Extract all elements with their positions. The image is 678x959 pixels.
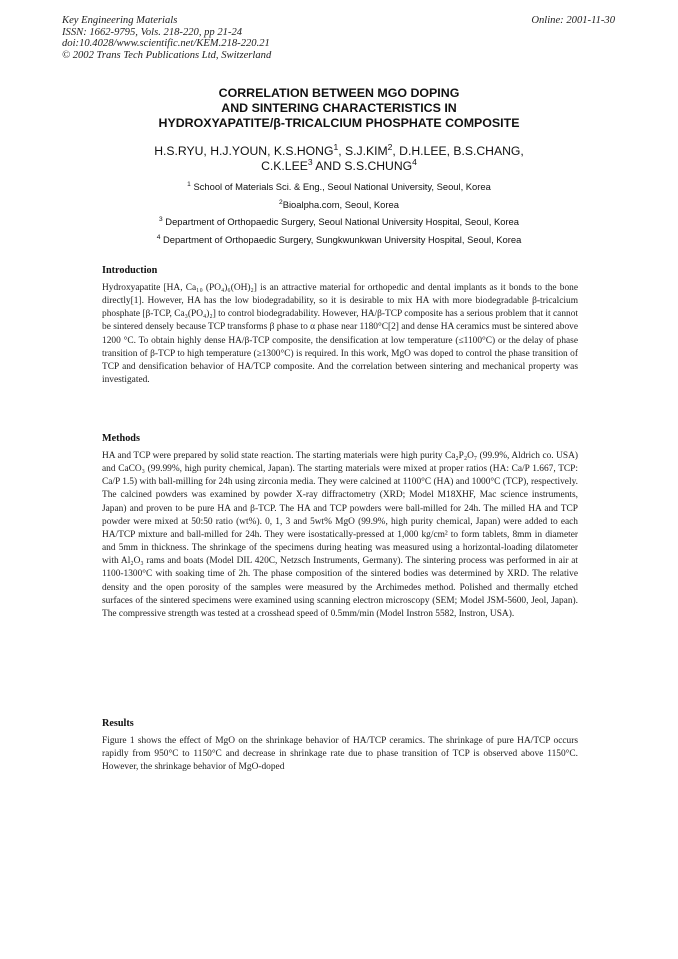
affiliation-sup: 3 bbox=[159, 215, 163, 223]
results-paragraph: Figure 1 shows the effect of MgO on the shrinkage behavior of HA/TCP ceramics. The shrinkage of pure HA/TCP occurs rapidly from 950°C to 1150°C and decrease in shrinkage rate due to phase transition of TCP is observed above 1150°C. However, the shrinkage behavior of MgO-doped bbox=[102, 736, 578, 773]
issn-line: ISSN: 1662-9795, Vols. 218-220, pp 21-24 bbox=[62, 26, 243, 38]
introduction-paragraph: Hydroxyapatite [HA, Ca₁₀ (PO₄)₆(OH)₂] is an attractive material for orthopedic and dental implants as it bonds to the bone directly[1]. However, HA has the low biodegradability, so it is desirable to mix HA with more biodegradable β-tricalcium phosphate [β-TCP, Ca₃(PO₄)₂] to control biodegradability. However, HA/β-TCP composite has a serious problem that it cannot be sintered densely because TCP transforms β phase to α phase near 1180°C[2] and dense HA ceramics must be sintered above 1200 °C. To obtain highly dense HA/β-TCP composite, the densification at low temperature (≤1100°C) or the delay of phase transition of β-TCP to high temperature (≥1300°C) is required. In this work, MgO was doped to control the phase transition of TCP and densification behavior of HA/TCP composite. And the correlation between sintering and mechanical property was investigated. bbox=[102, 283, 578, 386]
author-text: C.K.LEE bbox=[261, 158, 308, 173]
affiliation-sup: 1 bbox=[187, 180, 191, 188]
affiliation-1 bbox=[60, 178, 618, 196]
author-sup: 3 bbox=[307, 156, 313, 167]
methods-section bbox=[102, 432, 578, 621]
author-text: , S.J.KIM bbox=[338, 144, 388, 158]
introduction-section bbox=[102, 264, 578, 387]
affiliation-text: Department of Orthopaedic Surgery, Seoul National University Hospital, Seoul, Korea bbox=[162, 216, 519, 227]
methods-heading: Methods bbox=[102, 433, 140, 444]
affiliation-text: Bioalpha.com, Seoul, Korea bbox=[282, 198, 399, 210]
title-line-2: AND SINTERING CHARACTERISTICS IN bbox=[221, 101, 457, 116]
title-line-1: CORRELATION BETWEEN MGO DOPING bbox=[218, 86, 460, 100]
affiliation-list bbox=[60, 178, 618, 248]
affiliation-text: Department of Orthopaedic Surgery, Sungkwunkwan University Hospital, Seoul, Korea bbox=[160, 233, 522, 245]
introduction-heading: Introduction bbox=[102, 265, 158, 276]
author-line-1 bbox=[80, 141, 598, 159]
results-heading: Results bbox=[102, 718, 134, 729]
affiliation-3 bbox=[60, 213, 618, 231]
author-list bbox=[80, 141, 598, 173]
affiliation-text: School of Materials Sci. & Eng., Seoul National University, Seoul, Korea bbox=[190, 181, 491, 192]
affiliation-sup: 4 bbox=[156, 233, 161, 241]
methods-paragraph: HA and TCP were prepared by solid state reaction. The starting materials were high purity Ca₂P₂O₇ (99.9%, Aldrich co. USA) and CaCO₃ (99.99%, high purity chemical, Japan). The starting materials were mixed at proper ratios (HA: Ca/P 1.667, TCP: Ca/P 1.5) with ball-milling for 24h using zirconia media. They were calcined at 1100°C (HA) and 1000°C (TCP), respectively. The calcined powders was examined by powder X-ray diffractometry (XRD; Model M18XHF, Mac science instruments, Japan) and proven to be pure HA and β-TCP. The HA and TCP powders were ball-milled for 24h. The milled HA and TCP powder were mixed at 50:50 ratio (wt%). 0, 1, 3 and 5wt% MgO (99.9%, high purity chemical, Japan) were added to each HA/TCP mixture and ball-milled for 24h. They were isostatically-pressed at 1,000 kg/cm² to form tablets, 8mm in diameter and 5mm in thickness. The shrinkage of the specimens during heating was measured using a horizontal-loading dilatometer with Al₂O₃ rams and boats (Model DIL 420C, Netzsch Instruments, Germany). The sintering process was performed in air at 1100-1300°C with soaking time of 2h. The phase composition of the sintered bodies was determined by XRD. The relative density and the open porosity of the samples were measured by the Archimedes method. Polished and thermally etched surfaces of the sintered specimens were examined using scanning electron microscopy (SEM; Model JSM-5600, Jeol, Japan). The compressive strength was tested at a crosshead speed of 0.5mm/min (Model Instron 5582, Instron, USA). bbox=[102, 451, 578, 619]
author-line-2 bbox=[80, 156, 598, 174]
copyright-line: © 2002 Trans Tech Publications Ltd, Switzerland bbox=[62, 49, 272, 61]
doi-line: doi:10.4028/www.scientific.net/KEM.218-220.21 bbox=[62, 38, 270, 50]
journal-header bbox=[62, 15, 271, 61]
author-sup: 2 bbox=[387, 141, 393, 152]
affiliation-2 bbox=[60, 196, 618, 214]
journal-name: Key Engineering Materials bbox=[62, 15, 178, 26]
author-sup: 1 bbox=[333, 141, 339, 152]
paper-title bbox=[80, 86, 598, 132]
author-sup: 4 bbox=[412, 156, 417, 167]
author-text: , D.H.LEE, B.S.CHANG, bbox=[392, 144, 524, 158]
author-text: AND S.S.CHUNG bbox=[312, 158, 413, 173]
results-section bbox=[102, 717, 578, 774]
affiliation-sup: 2 bbox=[279, 198, 283, 206]
online-date: Online: 2001-11-30 bbox=[531, 15, 615, 26]
affiliation-4 bbox=[60, 231, 618, 249]
title-line-3: HYDROXYAPATITE/β-TRICALCIUM PHOSPHATE COMPOSITE bbox=[158, 116, 520, 131]
author-text: H.S.RYU, H.J.YOUN, K.S.HONG bbox=[154, 144, 334, 158]
